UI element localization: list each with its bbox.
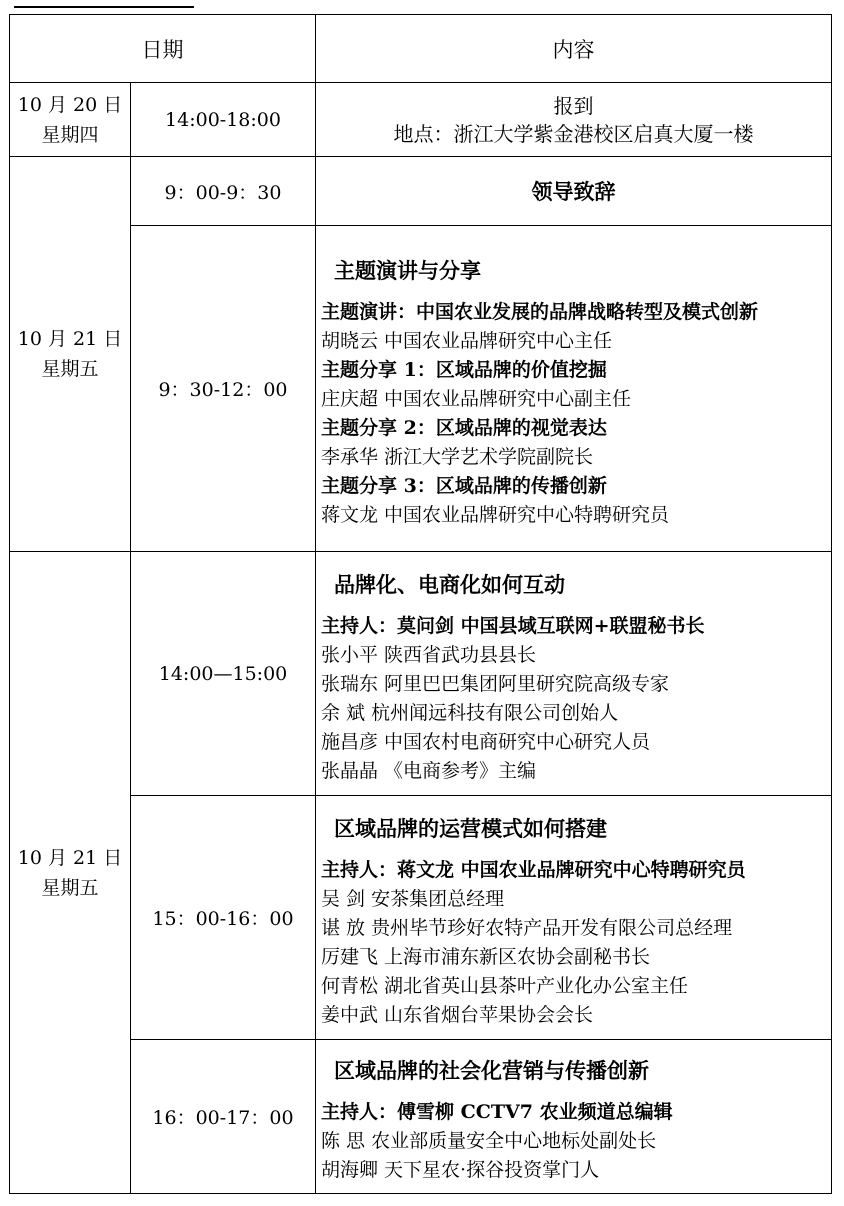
day-cell <box>10 552 131 1194</box>
speaker-line: 施昌彦 中国农村电商研究中心研究人员 <box>321 730 651 753</box>
speaker-line: 吴 剑 安茶集团总经理 <box>321 887 505 910</box>
speaker-line: 主持人：蒋文龙 中国农业品牌研究中心特聘研究员 <box>321 858 746 881</box>
content-header: 内容 <box>316 15 832 83</box>
table-row <box>10 796 832 1040</box>
weekday-text: 星期五 <box>41 358 99 380</box>
time-cell: 9：30-12：00 <box>131 226 316 552</box>
speaker-list <box>321 298 831 530</box>
table-row <box>10 226 832 552</box>
speaker-line: 庄庆超 中国农业品牌研究中心副主任 <box>321 387 632 410</box>
session-title: 区域品牌的运营模式如何搭建 <box>334 815 607 841</box>
time-cell: 15：00-16：00 <box>131 796 316 1040</box>
time-cell: 14:00—15:00 <box>131 552 316 796</box>
speaker-line: 主题演讲：中国农业发展的品牌战略转型及模式创新 <box>321 300 759 323</box>
speaker-line: 胡晓云 中国农业品牌研究中心主任 <box>321 329 613 352</box>
speaker-line: 厉建飞 上海市浦东新区农协会副秘书长 <box>321 945 651 968</box>
speaker-list <box>321 856 831 1030</box>
weekday-text: 星期四 <box>41 123 99 146</box>
session-title: 领导致辞 <box>316 157 832 226</box>
table-header-row <box>10 15 832 83</box>
date-text: 10 月 21 日 <box>17 846 123 869</box>
content-cell <box>316 796 832 1040</box>
header-underline <box>14 0 194 8</box>
speaker-line: 张晶晶 《电商参考》主编 <box>321 759 537 782</box>
content-cell <box>316 552 832 796</box>
speaker-line: 胡海卿 天下星农·探谷投资掌门人 <box>321 1159 600 1181</box>
table-row <box>10 1040 832 1194</box>
speaker-line: 余 斌 杭州闻远科技有限公司创始人 <box>321 701 619 724</box>
table-row <box>10 552 832 796</box>
speaker-line: 蒋文龙 中国农业品牌研究中心特聘研究员 <box>321 503 670 526</box>
date-header: 日期 <box>10 15 316 83</box>
speaker-list <box>321 612 831 786</box>
session-title: 报到 <box>553 93 594 118</box>
speaker-line: 主持人：傅雪柳 CCTV7 农业频道总编辑 <box>321 1101 673 1123</box>
schedule-table <box>9 14 832 1194</box>
location-text: 地点：浙江大学紫金港校区启真大厦一楼 <box>393 121 754 146</box>
session-title: 主题演讲与分享 <box>334 257 481 283</box>
speaker-line: 主持人：莫问剑 中国县域互联网+联盟秘书长 <box>321 614 705 637</box>
date-text: 10 月 21 日 <box>17 328 123 350</box>
table-row <box>10 157 832 226</box>
speaker-line: 张小平 陕西省武功县县长 <box>321 643 537 666</box>
speaker-line: 主题分享 1：区域品牌的价值挖掘 <box>321 358 607 381</box>
time-cell: 14:00-18:00 <box>131 83 316 157</box>
speaker-list <box>321 1098 831 1185</box>
content-cell <box>316 83 832 157</box>
speaker-line: 李承华 浙江大学艺术学院副院长 <box>321 445 594 468</box>
speaker-line: 姜中武 山东省烟台苹果协会会长 <box>321 1003 594 1026</box>
speaker-line: 主题分享 3：区域品牌的传播创新 <box>321 474 607 497</box>
session-title: 区域品牌的社会化营销与传播创新 <box>334 1058 649 1083</box>
day-cell <box>10 157 131 552</box>
speaker-line: 主题分享 2：区域品牌的视觉表达 <box>321 416 607 439</box>
content-cell <box>316 1040 832 1194</box>
speaker-line: 谌 放 贵州毕节珍好农特产品开发有限公司总经理 <box>321 916 733 939</box>
speaker-line: 张瑞东 阿里巴巴集团阿里研究院高级专家 <box>321 672 670 695</box>
speaker-line: 陈 思 农业部质量安全中心地标处副处长 <box>321 1130 657 1152</box>
speaker-line: 何青松 湖北省英山县茶叶产业化办公室主任 <box>321 974 689 997</box>
content-cell <box>316 226 832 552</box>
time-cell: 16：00-17：00 <box>131 1040 316 1194</box>
table-row <box>10 83 832 157</box>
date-text: 10 月 20 日 <box>17 93 123 116</box>
time-cell: 9：00-9：30 <box>131 157 316 226</box>
session-title: 品牌化、电商化如何互动 <box>334 571 565 597</box>
weekday-text: 星期五 <box>41 876 99 899</box>
day-cell <box>10 83 131 157</box>
